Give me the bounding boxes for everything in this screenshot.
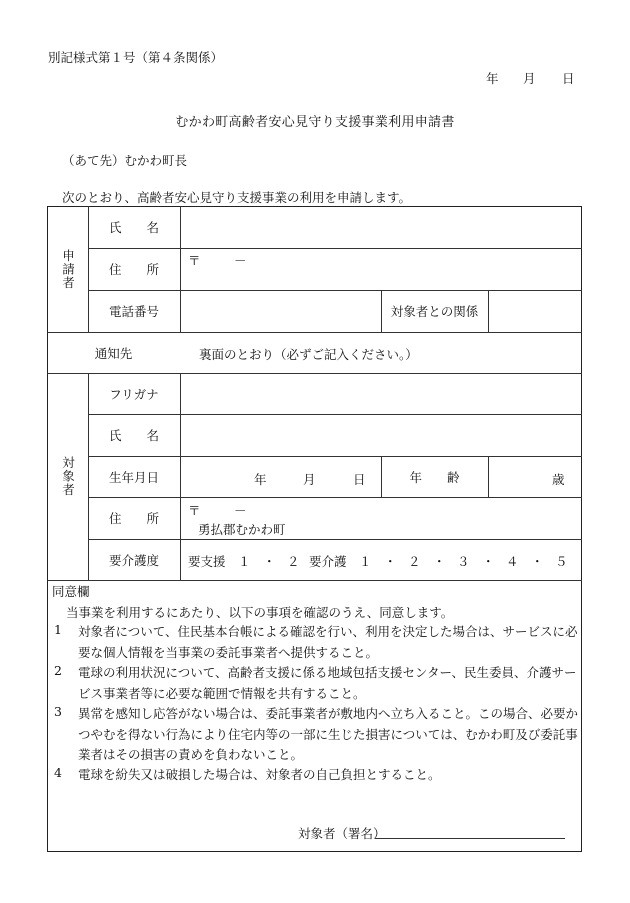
- clause-text: 異常を感知し応答がない場合は、委託事業者が敷地内へ立ち入ること。この場合、必要かつやむを得ない行為により住宅内等の一部に生じた損害については、むかわ町及び委託事業者はその損害の責めを負わないこと。: [78, 706, 579, 762]
- consent-title: 同意欄: [52, 584, 90, 599]
- subject-name-label: 氏 名: [108, 428, 159, 443]
- care-separator: ・: [482, 554, 495, 569]
- subject-address-town: 勇払郡むかわ町: [198, 522, 286, 537]
- addressee: （あて先）むかわ町長: [62, 153, 188, 168]
- applicant-phone-field[interactable]: [181, 291, 381, 332]
- notify-value: 裏面のとおり（必ずご記入ください。）: [199, 347, 418, 362]
- relation-field[interactable]: [489, 291, 581, 332]
- relation-label: 対象者との関係: [390, 304, 479, 319]
- applicant-name-field[interactable]: [181, 207, 581, 248]
- subject-furigana-field[interactable]: [181, 374, 581, 414]
- date-month-label: 月: [523, 71, 536, 86]
- applicant-postal-dash: －: [234, 253, 247, 268]
- signature-line[interactable]: [375, 838, 565, 839]
- subject-birth-label: 生年月日: [108, 469, 159, 485]
- care-separator: ・: [263, 554, 276, 569]
- birth-month-label: 月: [303, 472, 316, 487]
- clause-number: 4: [54, 765, 62, 780]
- applicant-postal-mark: 〒: [188, 253, 201, 268]
- care-care-option[interactable]: ５: [555, 554, 568, 569]
- care-level-label: 要介護度: [108, 552, 159, 568]
- clause-text: 対象者について、住民基本台帳による確認を行い、利用を決定した場合は、サービスに必要な個人情報を当事業の委託事業者へ提供すること。: [78, 624, 578, 660]
- care-care-option[interactable]: １: [359, 554, 372, 569]
- subject-birth-field[interactable]: [181, 457, 381, 497]
- care-care-option[interactable]: ４: [506, 554, 519, 569]
- applicant-address-label: 住 所: [108, 262, 159, 277]
- clause-number: 2: [54, 663, 62, 678]
- age-label: 年 齢: [409, 469, 460, 485]
- birth-day-label: 日: [353, 472, 366, 487]
- notify-label: 通知先: [94, 345, 133, 361]
- clause-text: 電球の利用状況について、高齢者支援に係る地域包括支援センター、民生委員、介護サービス事業者等に必要な範囲で情報を共有すること。: [78, 665, 577, 701]
- subject-name-field[interactable]: [181, 415, 581, 456]
- care-separator: ・: [384, 554, 397, 569]
- form-number: 別記様式第１号（第４条関係）: [48, 50, 224, 65]
- subject-postal-mark: 〒: [188, 503, 201, 518]
- care-support-label: 要支援: [188, 554, 226, 569]
- care-level-field: [181, 540, 581, 580]
- care-care-label: 要介護: [309, 554, 347, 569]
- subject-postal-dash: －: [234, 503, 247, 518]
- subject-section-label: 対象者: [60, 456, 76, 497]
- care-support-option[interactable]: １: [238, 554, 251, 569]
- subject-address-field[interactable]: [181, 498, 581, 539]
- intro-text: 次のとおり、高齢者安心見守り支援事業の利用を申請します。: [62, 190, 412, 205]
- care-separator: ・: [433, 554, 446, 569]
- subject-furigana-label: フリガナ: [109, 386, 159, 402]
- applicant-name-label: 氏 名: [108, 220, 159, 235]
- row-divider: [47, 580, 582, 581]
- age-unit: 歳: [552, 472, 565, 487]
- clause-number: 3: [54, 704, 62, 719]
- signature-label: 対象者（署名）: [298, 826, 386, 841]
- applicant-section-label: 申請者: [60, 248, 76, 290]
- age-field[interactable]: [489, 457, 581, 497]
- date-day-label: 日: [562, 71, 575, 86]
- date-year-label: 年: [486, 71, 499, 86]
- care-care-option[interactable]: ３: [457, 554, 470, 569]
- subject-address-label: 住 所: [108, 511, 159, 526]
- consent-lead: 当事業を利用するにあたり、以下の事項を確認のうえ、同意します。: [66, 605, 454, 620]
- care-separator: ・: [531, 554, 544, 569]
- clause-text: 電球を紛失又は破損した場合は、対象者の自己負担とすること。: [78, 767, 441, 782]
- applicant-phone-label: 電話番号: [108, 304, 159, 319]
- clause-number: 1: [54, 622, 62, 637]
- birth-year-label: 年: [254, 472, 267, 487]
- care-support-option[interactable]: ２: [287, 554, 300, 569]
- care-care-option[interactable]: ２: [408, 554, 421, 569]
- document-title: むかわ町高齢者安心見守り支援事業利用申請書: [175, 115, 455, 130]
- applicant-address-field[interactable]: [181, 249, 581, 290]
